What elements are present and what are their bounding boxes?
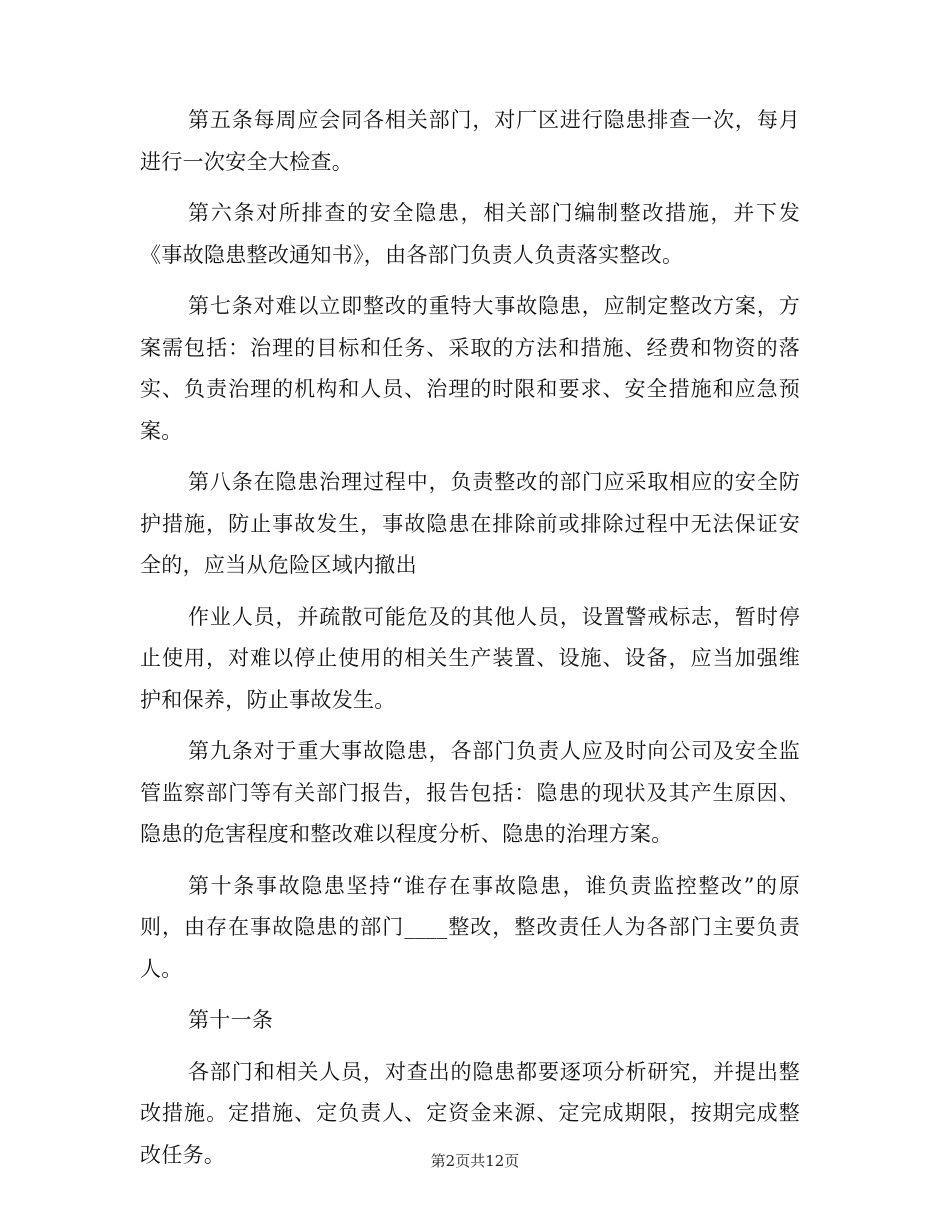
paragraph-article-7: 第七条对难以立即整改的重特大事故隐患，应制定整改方案，方案需包括：治理的目标和任务、采取的方法和措施、经费和物资的落实、负责治理的机构和人员、治理的时限和要求、安全措施和应急预案。 <box>140 294 800 443</box>
paragraph-article-5: 第五条每周应会同各相关部门，对厂区进行隐患排查一次，每月进行一次安全大检查。 <box>140 108 800 174</box>
document-body <box>140 100 800 1186</box>
paragraph-article-6: 第六条对所排查的安全隐患，相关部门编制整改措施，并下发《事故隐患整改通知书》，由各部门负责人负责落实整改。 <box>140 201 800 267</box>
paragraph-article-8: 第八条在隐患治理过程中，负责整改的部门应采取相应的安全防护措施，防止事故发生，事故隐患在排除前或排除过程中无法保证安全的，应当从危险区域内撤出 <box>140 470 800 577</box>
paragraph-article-9: 第九条对于重大事故隐患，各部门负责人应及时向公司及安全监管监察部门等有关部门报告，报告包括：隐患的现状及其产生原因、隐患的危害程度和整改难以程度分析、隐患的治理方案。 <box>140 739 800 846</box>
page-number-footer: 第2页共12页 <box>430 1152 520 1170</box>
paragraph-article-8-continued: 作业人员，并疏散可能危及的其他人员，设置警戒标志，暂时停止使用，对难以停止使用的相关生产装置、设施、设备，应当加强维护和保养，防止事故发生。 <box>140 604 800 712</box>
paragraph-article-11-heading: 第十一条 <box>188 1008 274 1032</box>
paragraph-article-10: 第十条事故隐患坚持“谁存在事故隐患，谁负责监控整改”的原则，由存在事故隐患的部门____整改，整改责任人为各部门主要负责人。 <box>140 873 800 981</box>
paragraph-article-11-body: 各部门和相关人员，对查出的隐患都要逐项分析研究，并提出整改措施。定措施、定负责人、定资金来源、定完成期限，按期完成整改任务。 <box>140 1059 800 1167</box>
